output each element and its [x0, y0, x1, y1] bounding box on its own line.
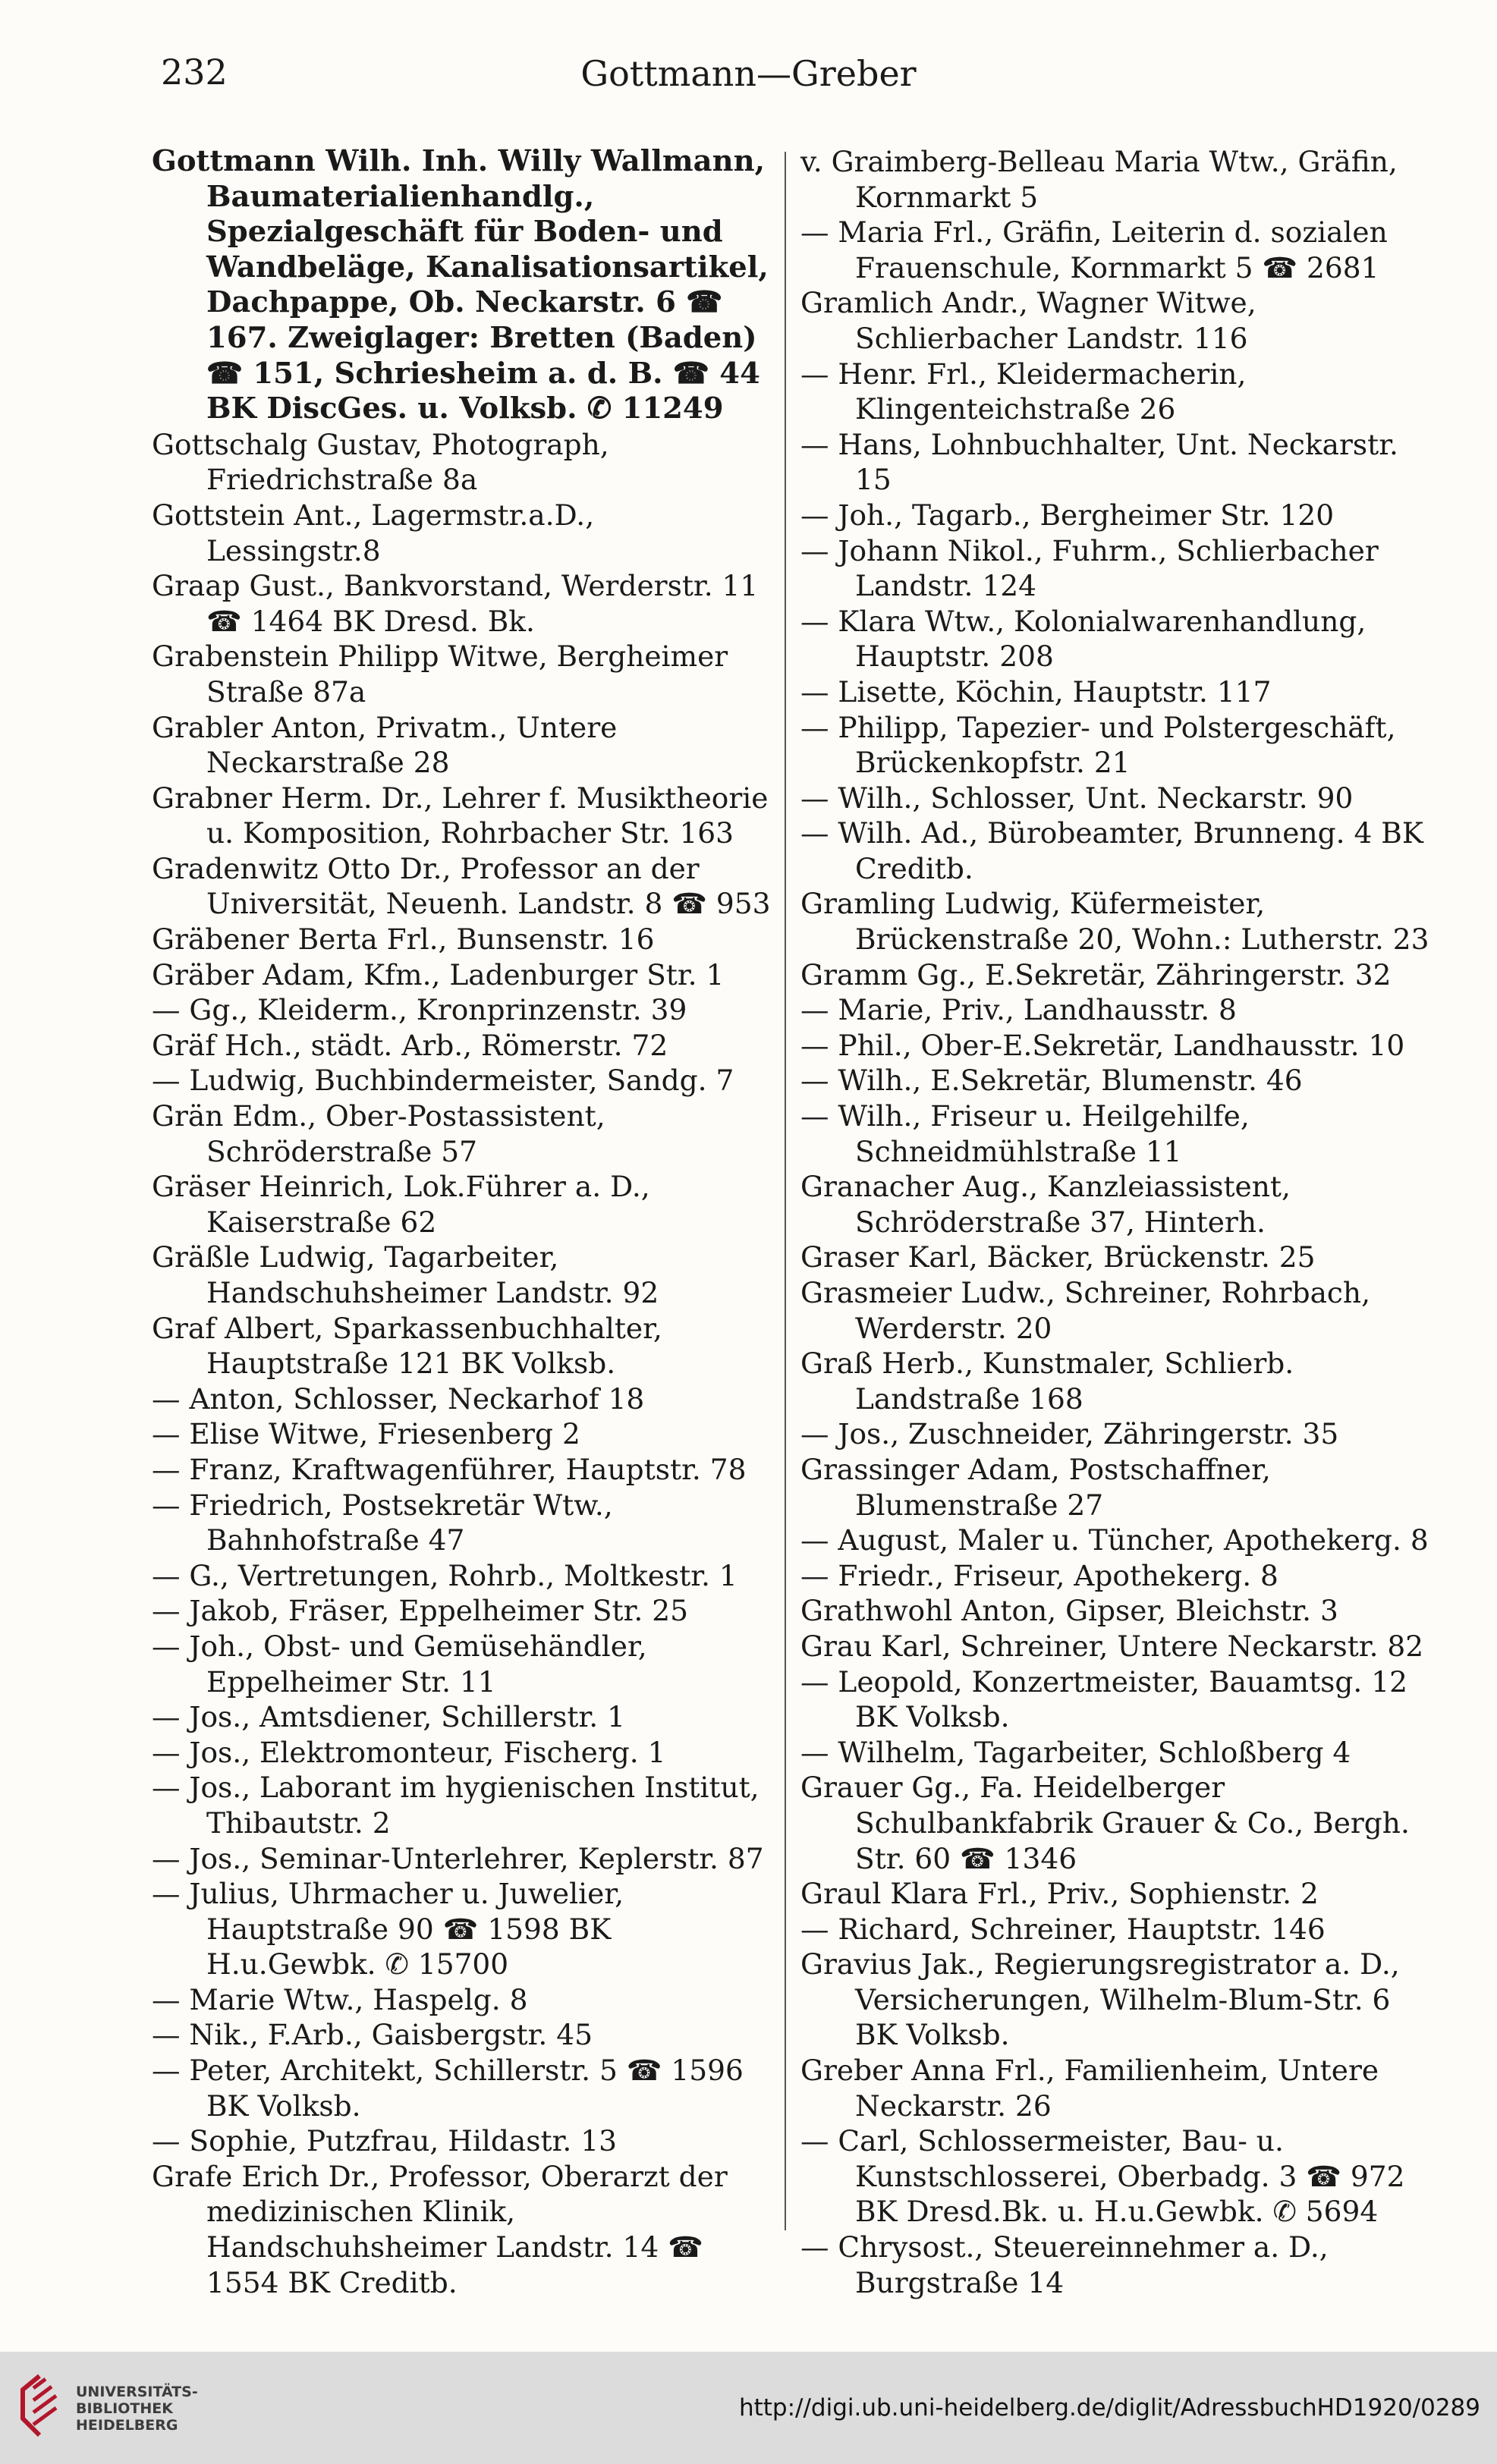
- permalink-url[interactable]: http://digi.ub.uni-heidelberg.de/diglit/AdressbuchHD1920/0289: [738, 2394, 1480, 2422]
- directory-entry: — Richard, Schreiner, Hauptstr. 146: [800, 1912, 1326, 1946]
- directory-entry: — Philipp, Tapezier- und Polstergeschäft, Brückenkopfstr. 21: [800, 710, 1396, 780]
- directory-entry: Grasmeier Ludw., Schreiner, Rohrbach, Werderstr. 20: [800, 1276, 1371, 1345]
- directory-entry: Graf Albert, Sparkassenbuchhalter, Hauptstraße 121 BK Volksb.: [152, 1311, 662, 1381]
- directory-entry: — Anton, Schlosser, Neckarhof 18: [152, 1381, 645, 1416]
- library-name: [76, 2384, 198, 2434]
- directory-entry: Granacher Aug., Kanzleiassistent, Schröderstraße 37, Hinterh.: [800, 1170, 1291, 1239]
- directory-entry: Gottschalg Gustav, Photograph, Friedrichstraße 8a: [152, 427, 609, 497]
- directory-entry: Grän Edm., Ober-Postassistent, Schröderstraße 57: [152, 1099, 605, 1168]
- directory-entry: Grauer Gg., Fa. Heidelberger Schulbankfabrik Grauer & Co., Bergh. Str. 60 ☎ 1346: [800, 1771, 1410, 1875]
- directory-entry: — Wilhelm, Tagarbeiter, Schloßberg 4: [800, 1735, 1351, 1769]
- directory-entry: — Ludwig, Buchbindermeister, Sandg. 7: [152, 1064, 734, 1098]
- directory-entry: — Elise Witwe, Friesenberg 2: [152, 1417, 580, 1451]
- directory-entry: — Sophie, Putzfrau, Hildastr. 13: [152, 2124, 617, 2158]
- directory-entry: Graser Karl, Bäcker, Brückenstr. 25: [800, 1240, 1316, 1274]
- directory-entry: — Phil., Ober-E.Sekretär, Landhausstr. 10: [800, 1028, 1405, 1062]
- directory-entry: Gottmann Wilh. Inh. Willy Wallmann, Baumaterialienhandlg., Spezialgeschäft für Boden- und Wandbeläge, Kanalisationsartikel, Dachpappe, Ob. Neckarstr. 6 ☎ 167. Zweiglager: Bretten (Baden) ☎ 151, Schriesheim a. d. B. ☎ 44 BK DiscGes. u. Volksb. ✆ 11249: [152, 144, 769, 426]
- directory-entry: — G., Vertretungen, Rohrb., Moltkestr. 1: [152, 1558, 737, 1592]
- directory-entry: Gräser Heinrich, Lok.Führer a. D., Kaiserstraße 62: [152, 1170, 650, 1239]
- viewer-footer: [0, 2352, 1497, 2464]
- directory-entry: — Wilh., Friseur u. Heilgehilfe, Schneidmühlstraße 11: [800, 1099, 1250, 1168]
- directory-entry: — Wilh. Ad., Bürobeamter, Brunneng. 4 BK Creditb.: [800, 816, 1423, 885]
- directory-entry: — Friedrich, Postsekretär Wtw., Bahnhofstraße 47: [152, 1488, 613, 1557]
- directory-entry: Gottstein Ant., Lagermstr.a.D., Lessingstr.8: [152, 498, 595, 567]
- directory-entry: — Jos., Seminar-Unterlehrer, Keplerstr. 87: [152, 1841, 764, 1875]
- directory-entry: — Maria Frl., Gräfin, Leiterin d. sozialen Frauenschule, Kornmarkt 5 ☎ 2681: [800, 215, 1388, 284]
- directory-entry: — Peter, Architekt, Schillerstr. 5 ☎ 1596 BK Volksb.: [152, 2054, 744, 2123]
- column-divider: [785, 152, 786, 2230]
- directory-entry: — Franz, Kraftwagenführer, Hauptstr. 78: [152, 1452, 747, 1486]
- page-number: 232: [161, 52, 228, 93]
- directory-entry: Graul Klara Frl., Priv., Sophienstr. 2: [800, 1877, 1319, 1911]
- directory-entry: v. Graimberg-Belleau Maria Wtw., Gräfin, Kornmarkt 5: [800, 145, 1398, 214]
- directory-entry: — Wilh., Schlosser, Unt. Neckarstr. 90: [800, 781, 1354, 815]
- directory-entry: — Johann Nikol., Fuhrm., Schlierbacher Landstr. 124: [800, 533, 1379, 603]
- directory-entry: — Joh., Tagarb., Bergheimer Str. 120: [800, 498, 1335, 532]
- directory-entry: Gräbener Berta Frl., Bunsenstr. 16: [152, 922, 655, 957]
- directory-entry: — August, Maler u. Tüncher, Apothekerg. 8: [800, 1523, 1429, 1557]
- directory-entry: — Chrysost., Steuereinnehmer a. D., Burgstraße 14: [800, 2230, 1329, 2299]
- right-column: [800, 144, 1438, 2300]
- directory-entry: — Jos., Zuschneider, Zähringerstr. 35: [800, 1417, 1339, 1451]
- directory-entry: Graap Gust., Bankvorstand, Werderstr. 11 ☎ 1464 BK Dresd. Bk.: [152, 569, 759, 638]
- directory-entry: Greber Anna Frl., Familienheim, Untere Neckarstr. 26: [800, 2054, 1379, 2123]
- directory-entry: Grau Karl, Schreiner, Untere Neckarstr. 82: [800, 1629, 1424, 1663]
- directory-entry: — Jos., Amtsdiener, Schillerstr. 1: [152, 1700, 625, 1734]
- directory-entry: — Nik., F.Arb., Gaisbergstr. 45: [152, 2018, 593, 2052]
- directory-entry: Gravius Jak., Regierungsregistrator a. D., Versicherungen, Wilhelm-Blum-Str. 6 BK Volksb.: [800, 1947, 1400, 2052]
- directory-entry: — Jos., Elektromonteur, Fischerg. 1: [152, 1735, 666, 1769]
- library-name-line: HEIDELBERG: [76, 2417, 178, 2434]
- directory-entry: Gramlich Andr., Wagner Witwe, Schlierbacher Landstr. 116: [800, 286, 1256, 355]
- directory-entry: — Jos., Laborant im hygienischen Institut, Thibautstr. 2: [152, 1771, 760, 1840]
- library-name-line: BIBLIOTHEK: [76, 2400, 173, 2417]
- directory-entry: — Henr. Frl., Kleidermacherin, Klingenteichstraße 26: [800, 357, 1247, 426]
- directory-entry: — Marie, Priv., Landhausstr. 8: [800, 993, 1237, 1027]
- directory-entry: — Leopold, Konzertmeister, Bauamtsg. 12 BK Volksb.: [800, 1664, 1407, 1734]
- left-column: [152, 144, 772, 2300]
- directory-entry: Grabler Anton, Privatm., Untere Neckarstraße 28: [152, 710, 618, 780]
- directory-entry: — Wilh., E.Sekretär, Blumenstr. 46: [800, 1064, 1303, 1098]
- directory-entry: Gräber Adam, Kfm., Ladenburger Str. 1: [152, 957, 725, 992]
- directory-entry: — Hans, Lohnbuchhalter, Unt. Neckarstr. 15: [800, 427, 1398, 497]
- directory-entry: Gramling Ludwig, Küfermeister, Brückenstraße 20, Wohn.: Lutherstr. 23: [800, 887, 1429, 957]
- directory-entry: Gräf Hch., städt. Arb., Römerstr. 72: [152, 1028, 668, 1062]
- directory-entry: Grabenstein Philipp Witwe, Bergheimer Straße 87a: [152, 640, 728, 709]
- directory-entry: Grafe Erich Dr., Professor, Oberarzt der medizinischen Klinik, Handschuhsheimer Landstr. 14 ☎ 1554 BK Creditb.: [152, 2159, 728, 2299]
- running-head: Gottmann—Greber: [580, 53, 917, 94]
- directory-entry: — Klara Wtw., Kolonialwarenhandlung, Hauptstr. 208: [800, 604, 1366, 674]
- ub-heidelberg-logo-icon: [17, 2371, 62, 2440]
- directory-entry: — Friedr., Friseur, Apothekerg. 8: [800, 1558, 1278, 1592]
- directory-entry: — Marie Wtw., Haspelg. 8: [152, 1982, 528, 2016]
- directory-entry: Grassinger Adam, Postschaffner, Blumenstraße 27: [800, 1452, 1271, 1522]
- directory-entry: Gramm Gg., E.Sekretär, Zähringerstr. 32: [800, 957, 1392, 992]
- directory-entry: Graß Herb., Kunstmaler, Schlierb. Landstraße 168: [800, 1347, 1294, 1416]
- directory-entry: — Lisette, Köchin, Hauptstr. 117: [800, 674, 1272, 709]
- directory-entry: — Carl, Schlossermeister, Bau- u. Kunstschlosserei, Oberbadg. 3 ☎ 972 BK Dresd.Bk. u. H.u.Gewbk. ✆ 5694: [800, 2124, 1405, 2229]
- library-name-line: UNIVERSITÄTS-: [76, 2384, 198, 2400]
- directory-entry: — Julius, Uhrmacher u. Juwelier, Hauptstraße 90 ☎ 1598 BK H.u.Gewbk. ✆ 15700: [152, 1877, 624, 1982]
- directory-entry: Grathwohl Anton, Gipser, Bleichstr. 3: [800, 1594, 1338, 1628]
- directory-entry: — Gg., Kleiderm., Kronprinzenstr. 39: [152, 993, 687, 1027]
- directory-entry: — Jakob, Fräser, Eppelheimer Str. 25: [152, 1594, 688, 1628]
- directory-entry: Gräßle Ludwig, Tagarbeiter, Handschuhsheimer Landstr. 92: [152, 1240, 659, 1309]
- directory-entry: Gradenwitz Otto Dr., Professor an der Universität, Neuenh. Landstr. 8 ☎ 953: [152, 851, 771, 921]
- directory-entry: — Joh., Obst- und Gemüsehändler, Eppelheimer Str. 11: [152, 1629, 647, 1699]
- directory-entry: Grabner Herm. Dr., Lehrer f. Musiktheorie u. Komposition, Rohrbacher Str. 163: [152, 781, 769, 850]
